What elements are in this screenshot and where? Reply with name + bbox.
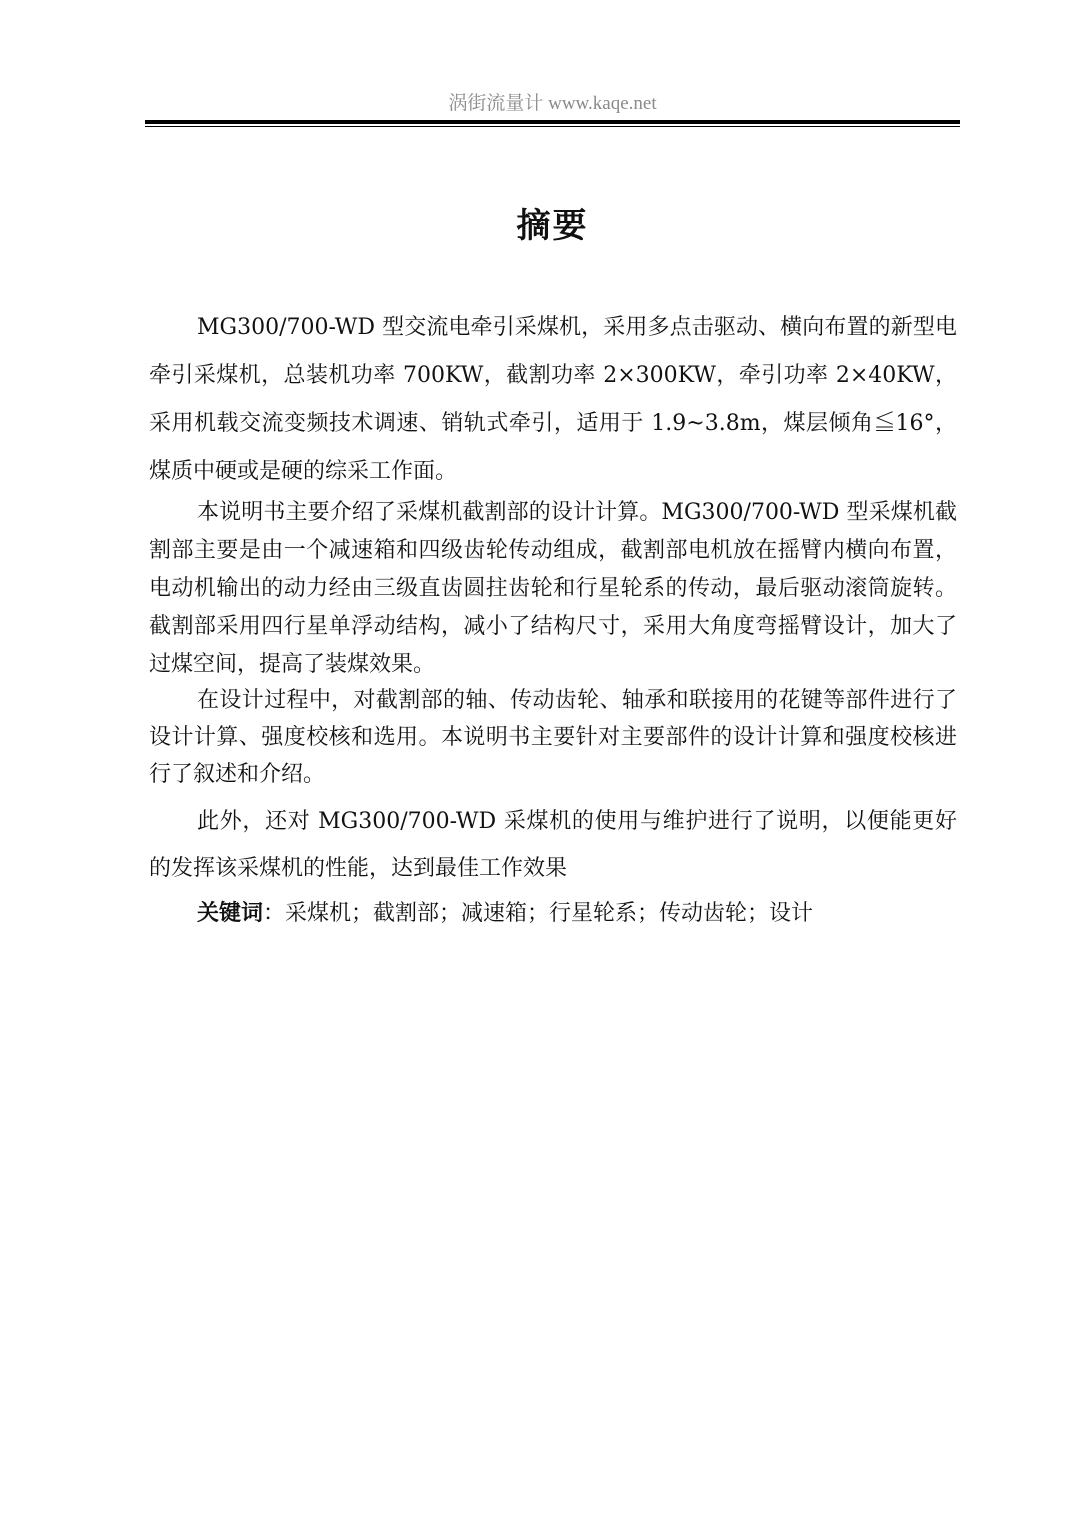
page-header: 涡街流量计 www.kaqe.net: [448, 93, 657, 114]
header-rule-thick: [145, 120, 960, 124]
keywords-line: [197, 896, 813, 932]
abstract-paragraph-3: 在设计过程中，对截割部的轴、传动齿轮、轴承和联接用的花键等部件进行了设计计算、强度校核和选用。本说明书主要针对主要部件的设计计算和强度校核进行了叙述和介绍。: [149, 688, 957, 787]
keywords-value: ：采煤机；截割部；减速箱；行星轮系；传动齿轮；设计: [263, 901, 814, 926]
abstract-paragraph-2: 本说明书主要介绍了采煤机截割部的设计计算。MG300/700-WD 型采煤机截割部主要是由一个减速箱和四级齿轮传动组成，截割部电机放在摇臂内横向布置，电动机输出的动力经由三级直齿圆拄齿轮和行星轮系的传动，最后驱动滚筒旋转。截割部采用四行星单浮动结构，减小了结构尺寸，采用大角度弯摇臂设计，加大了过煤空间，提高了装煤效果。: [149, 500, 957, 677]
header-rule-thin: [145, 126, 960, 127]
abstract-paragraph-4: 此外，还对 MG300/700-WD 采煤机的使用与维护进行了说明，以便能更好的发挥该采煤机的性能，达到最佳工作效果: [149, 809, 957, 881]
abstract-paragraph-1: MG300/700-WD 型交流电牵引采煤机，采用多点击驱动、横向布置的新型电牵引采煤机，总装机功率 700KW，截割功率 2×300KW，牵引功率 2×40KW，采用机载交流变频技术调速、销轨式牵引，适用于 1.9~3.8m，煤层倾角≦16°，煤质中硬或是硬的综采工作面。: [149, 315, 957, 484]
page-title: 摘要: [516, 206, 589, 246]
keywords-label: 关键词: [197, 901, 264, 926]
